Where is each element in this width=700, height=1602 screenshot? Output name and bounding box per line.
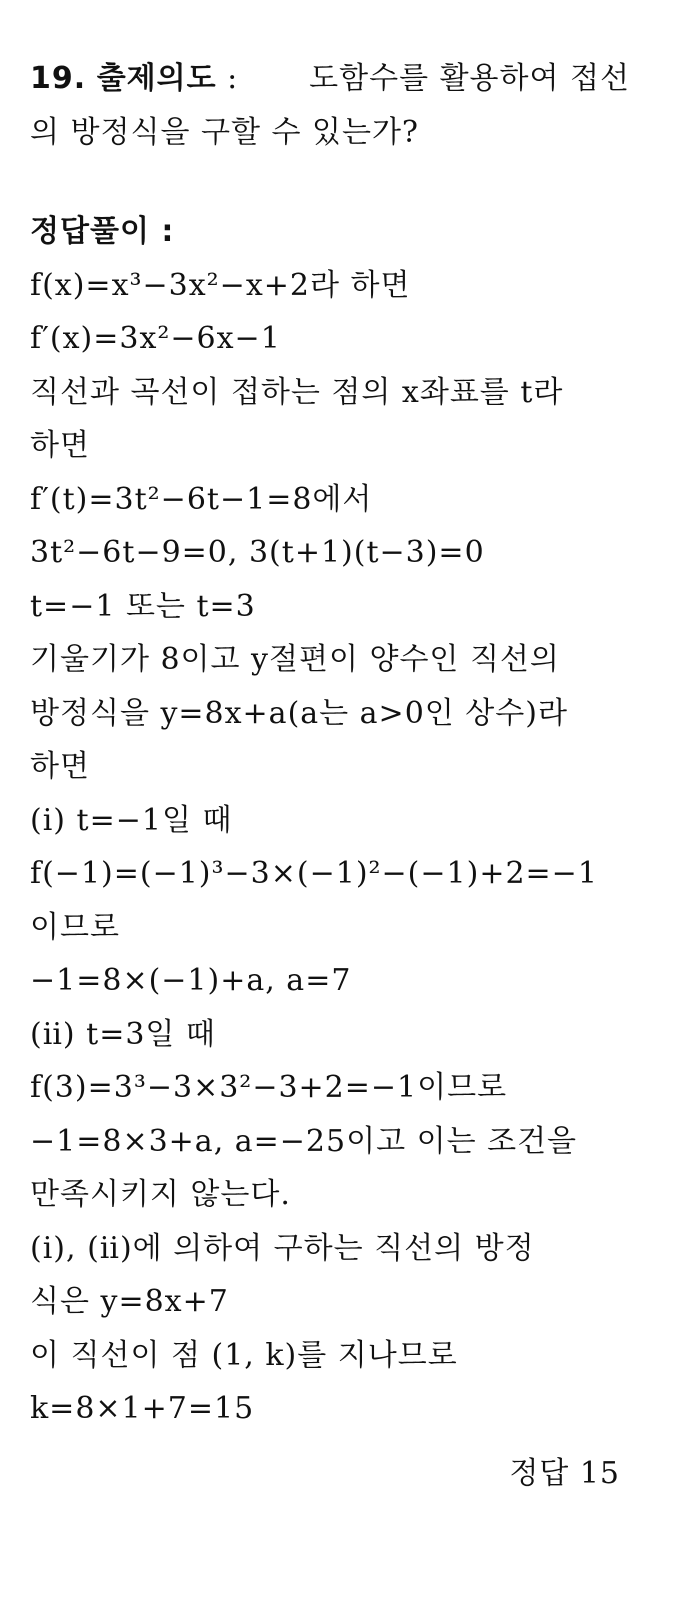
solution-line: f(x)=x³−3x²−x+2라 하면 xyxy=(30,267,411,303)
solution-label: 정답풀이 : xyxy=(30,214,175,249)
problem-number: 19. xyxy=(30,61,87,96)
solution-line: 식은 y=8x+7 xyxy=(30,1284,229,1319)
problem-header xyxy=(30,52,630,160)
problem-intent-line-1 xyxy=(30,52,630,106)
solution-line: 3t²−6t−9=0, 3(t+1)(t−3)=0 xyxy=(30,535,485,570)
solution-line: f′(t)=3t²−6t−1=8에서 xyxy=(30,481,373,517)
solution-line: k=8×1+7=15 xyxy=(30,1391,255,1426)
solution-line: t=−1 또는 t=3 xyxy=(30,588,256,624)
solution-line: 하면 xyxy=(30,428,90,463)
solution-line: 만족시키지 않는다. xyxy=(30,1177,291,1212)
intent-separator: : xyxy=(227,61,239,96)
problem-intent-line-2: 의 방정식을 구할 수 있는가? xyxy=(30,115,420,150)
solution-line: f(−1)=(−1)³−3×(−1)²−(−1)+2=−1 xyxy=(30,856,598,891)
solution-line: 하면 xyxy=(30,749,90,784)
solution-line: −1=8×(−1)+a, a=7 xyxy=(30,963,352,998)
solution-line: 직선과 곡선이 접하는 점의 x좌표를 t라 xyxy=(30,374,564,410)
solution-line: (ⅰ), (ⅱ)에 의하여 구하는 직선의 방정 xyxy=(30,1230,535,1266)
solution-line: −1=8×3+a, a=−25이고 이는 조건을 xyxy=(30,1123,578,1159)
solution-line: (ⅰ) t=−1일 때 xyxy=(30,802,233,838)
solution-line: f′(x)=3x²−6x−1 xyxy=(30,321,281,356)
intent-text-1: 도함수를 활용하여 접선 xyxy=(309,61,630,96)
problem-intent-lead xyxy=(30,52,238,106)
solution-line: (ⅱ) t=3일 때 xyxy=(30,1016,216,1052)
solution-line: 방정식을 y=8x+a(a는 a>0인 상수)라 xyxy=(30,695,568,731)
solution-line: 기울기가 8이고 y절편이 양수인 직선의 xyxy=(30,642,560,677)
solution-line: 이 직선이 점 (1, k)를 지나므로 xyxy=(30,1337,458,1373)
solution-body xyxy=(30,205,640,1436)
solution-line: 이므로 xyxy=(30,909,120,945)
intent-label: 출제의도 xyxy=(96,61,217,96)
solution-line: f(3)=3³−3×3²−3+2=−1이므로 xyxy=(30,1070,508,1105)
final-answer: 정답 15 xyxy=(509,1456,620,1491)
